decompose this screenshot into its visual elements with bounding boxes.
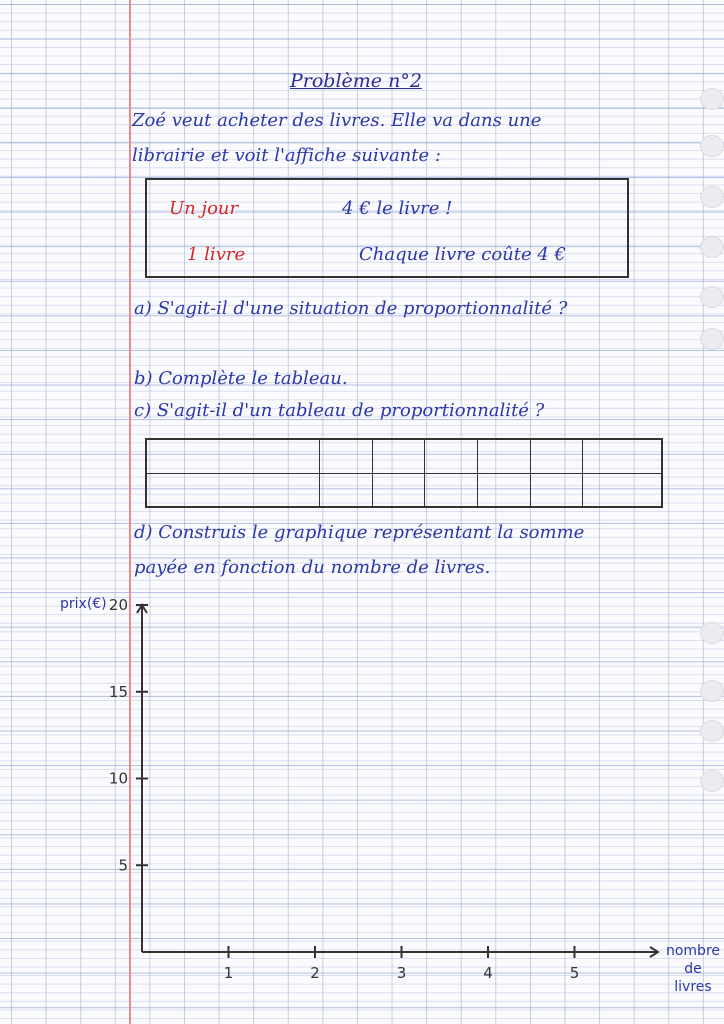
axes [137, 605, 658, 957]
x-tick-label: 5 [569, 964, 580, 982]
x-tick-label: 2 [310, 964, 320, 982]
question-d-line-1: d) Construis le graphique représentant la somme [134, 522, 585, 543]
x-axis-label: nombre de livres [665, 943, 721, 995]
question-d-line-2: payée en fonction du nombre de livres. [134, 557, 491, 578]
question-a: a) S'agit-il d'une situation de proportionnalité ? [134, 298, 568, 319]
x-tick-label: 1 [223, 964, 234, 982]
y-axis-label: prix(€) [60, 596, 107, 612]
sign-left-top: Un jour [169, 198, 239, 219]
ticks [109, 596, 579, 982]
intro-line-1: Zoé veut acheter des livres. Elle va dans une [132, 110, 542, 131]
y-tick-label: 5 [118, 856, 128, 875]
y-tick-label: 15 [108, 682, 128, 701]
sign-right-top: 4 € le livre ! [342, 198, 453, 219]
intro-line-2: librairie et voit l'affiche suivante : [132, 145, 441, 166]
y-tick-label: 20 [108, 596, 128, 614]
y-tick-label: 10 [108, 769, 128, 788]
x-tick-label: 4 [483, 964, 493, 982]
question-c: c) S'agit-il d'un tableau de proportionnalité ? [134, 400, 545, 421]
sign-left-bottom: 1 livre [187, 244, 246, 265]
sign-right-bottom: Chaque livre coûte 4 € [359, 244, 566, 265]
x-tick-label: 3 [396, 964, 407, 982]
page-title: Problème n°2 [290, 70, 422, 92]
question-b: b) Complète le tableau. [134, 368, 348, 389]
